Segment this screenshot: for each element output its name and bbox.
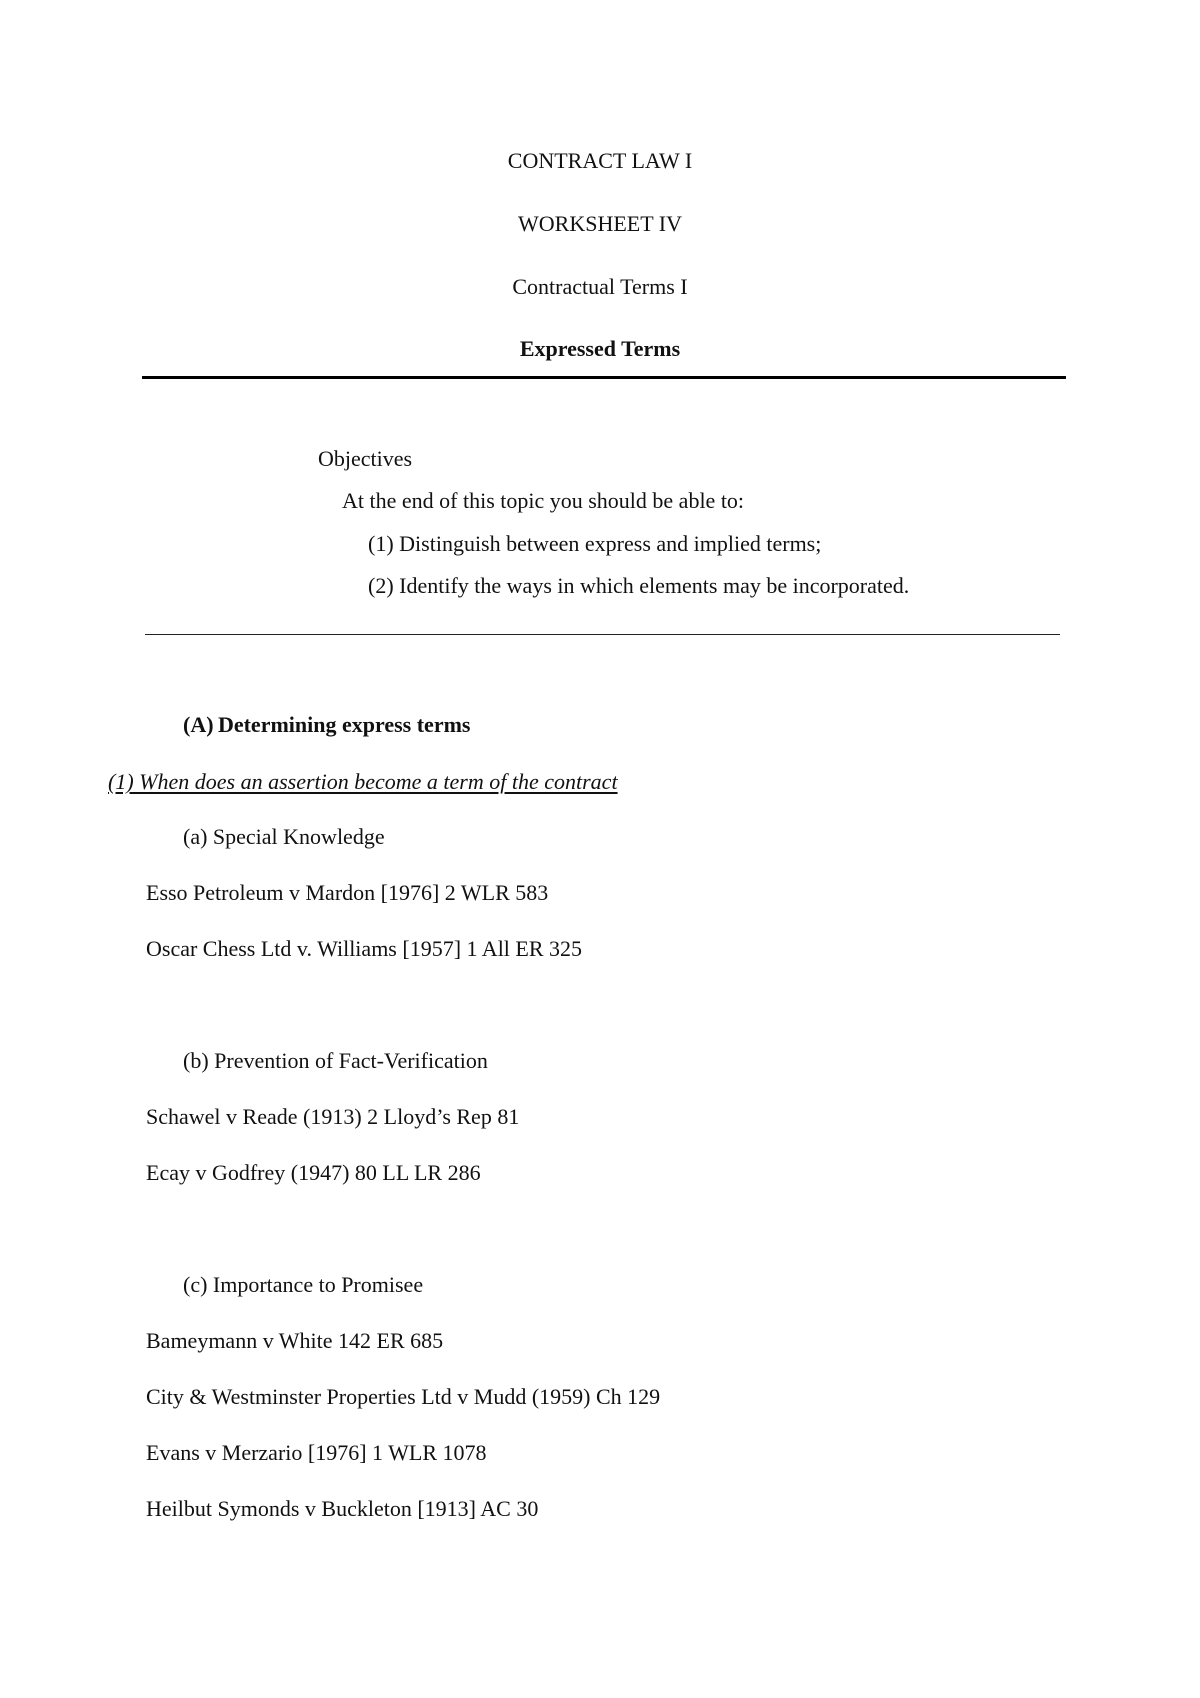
subsection-label: (a) Special Knowledge — [183, 824, 385, 849]
objectives-heading: Objectives — [318, 446, 413, 471]
case-citation: Esso Petroleum v Mardon [1976] 2 WLR 583 — [146, 880, 549, 905]
objectives-intro: At the end of this topic you should be able to: — [342, 488, 745, 513]
header-divider — [142, 376, 1066, 379]
objective-item: (2) Identify the ways in which elements may be incorporated. — [368, 573, 910, 598]
case-citation: Oscar Chess Ltd v. Williams [1957] 1 All ER 325 — [146, 936, 583, 961]
section-divider — [145, 634, 1060, 635]
case-citation: City & Westminster Properties Ltd v Mudd (1959) Ch 129 — [146, 1384, 661, 1409]
case-citation: Schawel v Reade (1913) 2 Lloyd’s Rep 81 — [146, 1104, 520, 1129]
section-question: (1) When does an assertion become a term of the contract — [108, 769, 618, 794]
case-citation: Heilbut Symonds v Buckleton [1913] AC 30 — [146, 1496, 539, 1521]
topic-title: Contractual Terms I — [512, 274, 688, 299]
section-heading: (A) Determining express terms — [183, 712, 471, 737]
worksheet-title: WORKSHEET IV — [518, 211, 682, 236]
case-citation: Ecay v Godfrey (1947) 80 LL LR 286 — [146, 1160, 481, 1185]
subtopic-title: Expressed Terms — [519, 336, 681, 361]
case-citation: Bameymann v White 142 ER 685 — [146, 1328, 444, 1353]
subsection-label: (b) Prevention of Fact-Verification — [183, 1048, 488, 1073]
case-citation: Evans v Merzario [1976] 1 WLR 1078 — [146, 1440, 487, 1465]
objective-item: (1) Distinguish between express and implied terms; — [368, 531, 822, 556]
subsection-label: (c) Importance to Promisee — [183, 1272, 424, 1297]
course-title: CONTRACT LAW I — [507, 148, 693, 173]
